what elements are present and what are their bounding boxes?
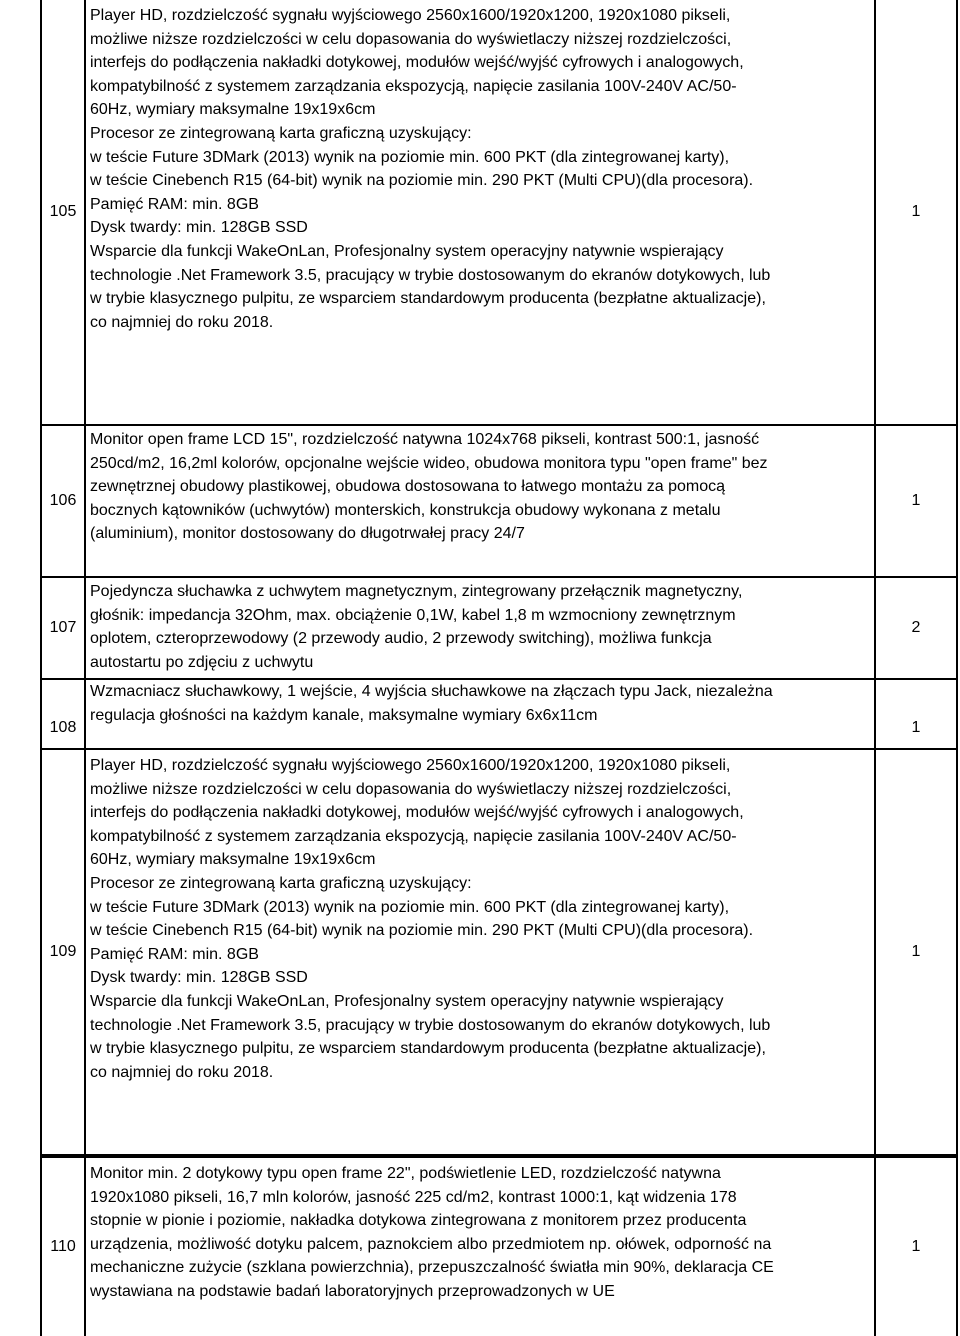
desc-line: 250cd/m2, 16,2ml kolorów, opcjonalne wejście wideo, obudowa monitora typu "open frame" bez bbox=[90, 454, 768, 472]
table-row-110 bbox=[40, 1156, 958, 1336]
desc-line: technologie .Net Framework 3.5, pracujący w trybie dostosowanym do ekranów dotykowych, lub bbox=[90, 266, 771, 284]
row-number: 110 bbox=[42, 1158, 86, 1336]
row-quantity: 1 bbox=[911, 203, 921, 220]
desc-line: Player HD, rozdzielczość sygnału wyjściowego 2560x1600/1920x1200, 1920x1080 pikseli, bbox=[90, 757, 731, 774]
desc-line: w teście Cinebench R15 (64-bit) wynik na poziomie min. 290 PKT (Multi CPU)(dla procesora). bbox=[90, 922, 754, 940]
desc-line: Procesor ze zintegrowaną karta graficzną uzyskujący: bbox=[90, 124, 472, 142]
row-number: 108 bbox=[42, 680, 86, 748]
desc-line: wystawiana na podstawie badań laboratoryjnych przeprowadzonych w UE bbox=[90, 1282, 615, 1300]
row-number: 106 bbox=[42, 426, 86, 576]
row-quantity: 1 bbox=[911, 943, 921, 960]
desc-line: co najmniej do roku 2018. bbox=[90, 1063, 274, 1081]
desc-line: głośnik: impedancja 32Ohm, max. obciążenie 0,1W, kabel 1,8 m wzmocniony zewnętrznym bbox=[90, 606, 736, 624]
desc-line: urządzenia, możliwość dotyku palcem, paznokciem albo przedmiotem np. ołówek, odporność na bbox=[90, 1235, 772, 1253]
table-row-107 bbox=[40, 578, 958, 680]
desc-line: w teście Future 3DMark (2013) wynik na poziomie min. 600 PKT (dla zintegrowanej karty), bbox=[90, 148, 730, 166]
desc-line: interfejs do podłączenia nakładki dotykowej, modułów wejść/wyjść cyfrowych i analogowych, bbox=[90, 804, 744, 822]
desc-line: Monitor min. 2 dotykowy typu open frame 22", podświetlenie LED, rozdzielczość natywna bbox=[90, 1165, 721, 1182]
table-row-109 bbox=[40, 750, 958, 1156]
desc-line: Player HD, rozdzielczość sygnału wyjściowego 2560x1600/1920x1200, 1920x1080 pikseli, bbox=[90, 7, 731, 24]
row-quantity: 1 bbox=[911, 1238, 921, 1255]
desc-line: Procesor ze zintegrowaną karta graficzną uzyskujący: bbox=[90, 874, 472, 892]
row-description bbox=[86, 1158, 876, 1336]
desc-line: 60Hz, wymiary maksymalne 19x19x6cm bbox=[90, 101, 376, 119]
desc-line: Pamięć RAM: min. 8GB bbox=[90, 195, 259, 213]
desc-line: autostartu po zdjęciu z uchwytu bbox=[90, 653, 314, 671]
desc-line: Wsparcie dla funkcji WakeOnLan, Profesjonalny system operacyjny natywnie wspierający bbox=[90, 992, 724, 1010]
row-quantity: 2 bbox=[911, 619, 921, 636]
desc-line: technologie .Net Framework 3.5, pracujący w trybie dostosowanym do ekranów dotykowych, lub bbox=[90, 1016, 771, 1034]
row-description bbox=[86, 578, 876, 678]
row-quantity: 1 bbox=[911, 492, 921, 509]
desc-line: mechaniczne zużycie (szklana powierzchnia), przepuszczalność światła min 90%, deklaracja CE bbox=[90, 1259, 774, 1277]
desc-line: interfejs do podłączenia nakładki dotykowej, modułów wejść/wyjść cyfrowych i analogowych, bbox=[90, 54, 744, 72]
desc-line: kompatybilność z systemem zarządzania ekspozycją, napięcie zasilania 100V-240V AC/50- bbox=[90, 77, 737, 95]
desc-line: Dysk twardy: min. 128GB SSD bbox=[90, 969, 308, 987]
table-row-105 bbox=[40, 0, 958, 426]
desc-line: możliwe niższe rozdzielczości w celu dopasowania do wyświetlaczy niższej rozdzielczości, bbox=[90, 30, 732, 48]
desc-line: zewnętrznej obudowy plastikowej, obudowa dostosowana to łatwego montażu za pomocą bbox=[90, 478, 726, 496]
row-number: 105 bbox=[42, 0, 86, 424]
desc-line: bocznych kątowników (uchwytów) monterskich, konstrukcja obudowy wykonana z metalu bbox=[90, 501, 721, 519]
desc-line: oplotem, czteroprzewodowy (2 przewody audio, 2 przewody switching), możliwa funkcja bbox=[90, 630, 712, 648]
desc-line: kompatybilność z systemem zarządzania ekspozycją, napięcie zasilania 100V-240V AC/50- bbox=[90, 827, 737, 845]
desc-line: Monitor open frame LCD 15", rozdzielczość natywna 1024x768 pikseli, kontrast 500:1, jasność bbox=[90, 431, 760, 448]
desc-line: Wsparcie dla funkcji WakeOnLan, Profesjonalny system operacyjny natywnie wspierający bbox=[90, 242, 724, 260]
row-description bbox=[86, 0, 876, 424]
desc-line: 1920x1080 pikseli, 16,7 mln kolorów, jasność 225 cd/m2, kontrast 1000:1, kąt widzenia 178 bbox=[90, 1188, 737, 1206]
row-quantity: 1 bbox=[911, 719, 921, 736]
desc-line: możliwe niższe rozdzielczości w celu dopasowania do wyświetlaczy niższej rozdzielczości, bbox=[90, 780, 732, 798]
desc-line: Pojedyncza słuchawka z uchwytem magnetycznym, zintegrowany przełącznik magnetyczny, bbox=[90, 583, 743, 600]
row-number: 109 bbox=[42, 750, 86, 1154]
table-row-106 bbox=[40, 426, 958, 578]
desc-line: stopnie w pionie i poziomie, nakładka dotykowa zintegrowana z monitorem przez producenta bbox=[90, 1212, 747, 1230]
row-description bbox=[86, 750, 876, 1154]
table-row-108 bbox=[40, 680, 958, 750]
desc-line: (aluminium), monitor dostosowany do długotrwałej pracy 24/7 bbox=[90, 525, 525, 543]
desc-line: Dysk twardy: min. 128GB SSD bbox=[90, 219, 308, 237]
desc-line: Wzmacniacz słuchawkowy, 1 wejście, 4 wyjścia słuchawkowe na złączach typu Jack, niezależna bbox=[90, 683, 773, 700]
desc-line: co najmniej do roku 2018. bbox=[90, 313, 274, 331]
row-description bbox=[86, 426, 876, 576]
row-number: 107 bbox=[42, 578, 86, 678]
desc-line: w teście Future 3DMark (2013) wynik na poziomie min. 600 PKT (dla zintegrowanej karty), bbox=[90, 898, 730, 916]
row-description bbox=[86, 680, 876, 748]
desc-line: w trybie klasycznego pulpitu, ze wsparciem standardowym producenta (bezpłatne aktualizacje), bbox=[90, 1040, 766, 1058]
desc-line: Pamięć RAM: min. 8GB bbox=[90, 945, 259, 963]
desc-line: w teście Cinebench R15 (64-bit) wynik na poziomie min. 290 PKT (Multi CPU)(dla procesora). bbox=[90, 172, 754, 190]
desc-line: w trybie klasycznego pulpitu, ze wsparciem standardowym producenta (bezpłatne aktualizacje), bbox=[90, 290, 766, 308]
desc-line: 60Hz, wymiary maksymalne 19x19x6cm bbox=[90, 851, 376, 869]
desc-line: regulacja głośności na każdym kanale, maksymalne wymiary 6x6x11cm bbox=[90, 706, 598, 724]
